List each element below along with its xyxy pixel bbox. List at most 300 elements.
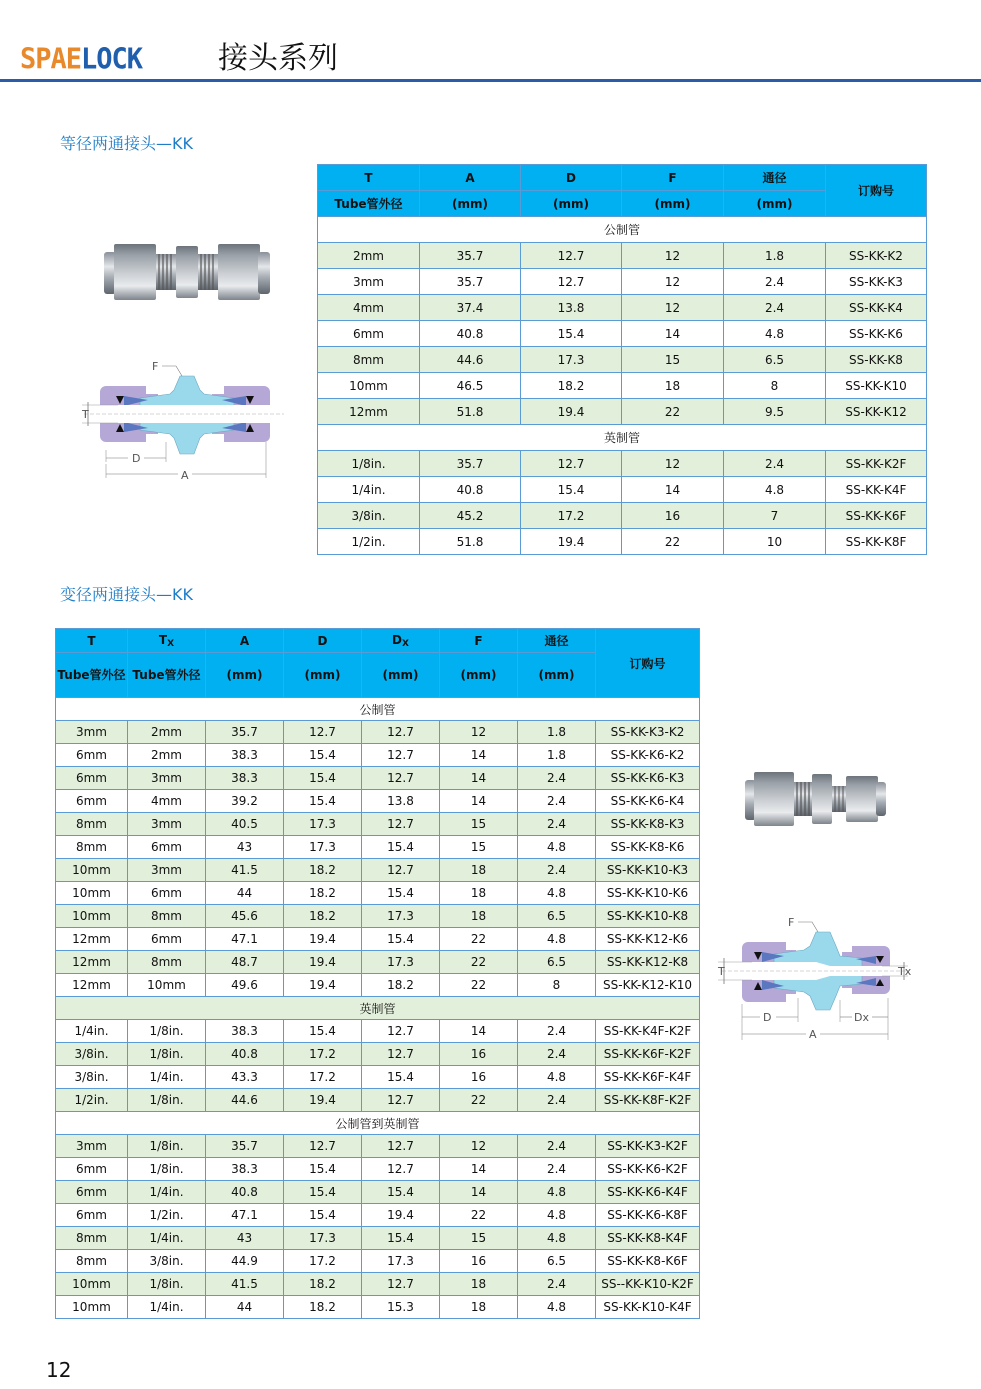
cell-bore: 2.4 — [518, 1273, 596, 1296]
cell-bore: 2.4 — [518, 1135, 596, 1158]
cell-f: 14 — [440, 744, 518, 767]
cell-d: 17.2 — [284, 1066, 362, 1089]
table-row — [56, 1204, 700, 1227]
cell-dx: 12.7 — [362, 1043, 440, 1066]
table-row — [56, 744, 700, 767]
cell-bore: 2.4 — [518, 1089, 596, 1112]
cell-bore: 2.4 — [724, 269, 826, 295]
cell-tube-od-x: 10mm — [128, 974, 206, 997]
header-tube-od-x: Tube管外径 — [128, 653, 206, 698]
header-T — [56, 629, 128, 653]
cell-bore: 10 — [724, 529, 826, 555]
cell-bore: 6.5 — [518, 905, 596, 928]
section2-title: 变径两通接头—KK — [60, 585, 193, 604]
cell-order-no: SS-KK-K6-K8F — [596, 1204, 700, 1227]
reducing-union-spec-table — [55, 628, 700, 1319]
cell-d: 12.7 — [521, 243, 622, 269]
cell-bore: 4.8 — [724, 321, 826, 347]
group-header-row — [56, 698, 700, 721]
cell-f: 14 — [622, 477, 724, 503]
cell-order-no: SS-KK-K10-K6 — [596, 882, 700, 905]
cell-a: 49.6 — [206, 974, 284, 997]
cell-bore: 2.4 — [518, 859, 596, 882]
header-symbol: 通径 — [544, 634, 569, 648]
header-unit: (mm) — [622, 191, 724, 217]
cell-bore: 1.8 — [724, 243, 826, 269]
cell-f: 14 — [440, 767, 518, 790]
cell-bore: 2.4 — [518, 767, 596, 790]
header-D: D — [521, 165, 622, 191]
diagram-label-Tx: Tx — [898, 965, 912, 978]
cell-a: 45.6 — [206, 905, 284, 928]
cell-f: 22 — [622, 399, 724, 425]
cell-tube-od-x: 6mm — [128, 882, 206, 905]
cell-tube-od: 3mm — [56, 1135, 128, 1158]
cell-bore: 4.8 — [518, 1296, 596, 1319]
cell-a: 40.8 — [206, 1043, 284, 1066]
cell-order-no: SS-KK-K6-K3 — [596, 767, 700, 790]
reducing-union-diagram — [712, 910, 918, 1044]
cell-order-no: SS-KK-K6 — [826, 321, 927, 347]
header-order-no: 订购号 — [826, 165, 927, 217]
cell-f: 12 — [622, 295, 724, 321]
cell-a: 44.6 — [206, 1089, 284, 1112]
cell-d: 19.4 — [521, 399, 622, 425]
cell-tube-od-x: 1/4in. — [128, 1296, 206, 1319]
cell-d: 12.7 — [521, 451, 622, 477]
cell-order-no: SS-KK-K8 — [826, 347, 927, 373]
cell-a: 38.3 — [206, 1158, 284, 1181]
cell-f: 22 — [440, 928, 518, 951]
cell-bore: 2.4 — [518, 1043, 596, 1066]
cell-bore: 8 — [518, 974, 596, 997]
header-bore: 通径 — [724, 165, 826, 191]
cell-d: 15.4 — [284, 1158, 362, 1181]
table-row — [56, 882, 700, 905]
cell-dx: 12.7 — [362, 1158, 440, 1181]
cell-d: 17.3 — [284, 1227, 362, 1250]
cell-tube-od: 8mm — [56, 836, 128, 859]
cell-order-no: SS-KK-K3 — [826, 269, 927, 295]
logo-text-orange: SPAE — [20, 43, 82, 76]
cell-dx: 17.3 — [362, 905, 440, 928]
cell-tube-od-x: 1/8in. — [128, 1020, 206, 1043]
cell-tube-od-x: 1/8in. — [128, 1043, 206, 1066]
cell-bore: 4.8 — [518, 1204, 596, 1227]
cell-f: 16 — [440, 1043, 518, 1066]
cell-d: 18.2 — [284, 882, 362, 905]
cell-bore: 4.8 — [724, 477, 826, 503]
diagram-label-F: F — [152, 360, 159, 373]
cell-dx: 15.3 — [362, 1296, 440, 1319]
cell-bore: 4.8 — [518, 836, 596, 859]
cell-bore: 7 — [724, 503, 826, 529]
table-row — [56, 1181, 700, 1204]
header-subscript: X — [167, 638, 175, 649]
cell-dx: 12.7 — [362, 767, 440, 790]
cell-tube-od: 10mm — [318, 373, 420, 399]
group-header-row — [56, 997, 700, 1020]
cell-order-no: SS-KK-K12 — [826, 399, 927, 425]
page-number: 12 — [46, 1358, 72, 1382]
cell-d: 18.2 — [284, 859, 362, 882]
cell-f: 18 — [440, 1273, 518, 1296]
cell-f: 14 — [440, 1020, 518, 1043]
cell-order-no: SS-KK-K3-K2F — [596, 1135, 700, 1158]
cell-order-no: SS--KK-K10-K2F — [596, 1273, 700, 1296]
cell-a: 51.8 — [420, 399, 521, 425]
cell-tube-od: 10mm — [56, 905, 128, 928]
cell-f: 18 — [622, 373, 724, 399]
cell-order-no: SS-KK-K4F — [826, 477, 927, 503]
cell-tube-od: 3/8in. — [56, 1043, 128, 1066]
cell-order-no: SS-KK-K12-K6 — [596, 928, 700, 951]
cell-tube-od: 10mm — [56, 859, 128, 882]
cell-bore: 2.4 — [518, 1020, 596, 1043]
cell-tube-od: 10mm — [56, 1273, 128, 1296]
cell-order-no: SS-KK-K10 — [826, 373, 927, 399]
cell-a: 41.5 — [206, 1273, 284, 1296]
cell-tube-od: 1/8in. — [318, 451, 420, 477]
cell-f: 14 — [440, 790, 518, 813]
cell-bore: 1.8 — [518, 721, 596, 744]
cell-order-no: SS-KK-K8-K6F — [596, 1250, 700, 1273]
cell-f: 18 — [440, 905, 518, 928]
cell-d: 15.4 — [521, 321, 622, 347]
diagram-label-D: D — [132, 452, 141, 465]
cell-dx: 12.7 — [362, 1089, 440, 1112]
cell-bore: 2.4 — [518, 790, 596, 813]
table-row — [318, 529, 927, 555]
cell-a: 44.9 — [206, 1250, 284, 1273]
group-label: 公制管 — [318, 217, 927, 243]
cell-f: 22 — [622, 529, 724, 555]
cell-a: 35.7 — [420, 451, 521, 477]
cell-d: 19.4 — [284, 1089, 362, 1112]
cell-tube-od-x: 2mm — [128, 721, 206, 744]
cell-a: 51.8 — [420, 529, 521, 555]
cell-d: 19.4 — [284, 951, 362, 974]
cell-tube-od-x: 8mm — [128, 905, 206, 928]
cell-bore: 4.8 — [518, 1227, 596, 1250]
cell-tube-od: 12mm — [56, 951, 128, 974]
cell-f: 12 — [622, 451, 724, 477]
cell-tube-od: 6mm — [56, 1204, 128, 1227]
cell-dx: 18.2 — [362, 974, 440, 997]
table-row — [318, 451, 927, 477]
cell-f: 16 — [622, 503, 724, 529]
group-header-row — [318, 217, 927, 243]
cell-a: 44 — [206, 1296, 284, 1319]
table-row — [318, 477, 927, 503]
cell-tube-od-x: 3mm — [128, 859, 206, 882]
cell-a: 38.3 — [206, 744, 284, 767]
header-F — [440, 629, 518, 653]
cell-dx: 15.4 — [362, 1181, 440, 1204]
table-row — [318, 347, 927, 373]
cell-d: 19.4 — [284, 974, 362, 997]
section1-title: 等径两通接头—KK — [60, 134, 193, 153]
cell-dx: 15.4 — [362, 1066, 440, 1089]
cell-tube-od-x: 3mm — [128, 813, 206, 836]
cell-a: 35.7 — [206, 1135, 284, 1158]
cell-f: 14 — [440, 1158, 518, 1181]
cell-tube-od-x: 1/8in. — [128, 1135, 206, 1158]
table-row — [56, 836, 700, 859]
cell-f: 22 — [440, 951, 518, 974]
cell-d: 15.4 — [284, 767, 362, 790]
cell-f: 15 — [440, 1227, 518, 1250]
cell-dx: 15.4 — [362, 836, 440, 859]
cell-f: 16 — [440, 1066, 518, 1089]
cell-tube-od-x: 1/4in. — [128, 1227, 206, 1250]
table-row — [56, 1158, 700, 1181]
cell-tube-od-x: 1/4in. — [128, 1066, 206, 1089]
page-title: 接头系列 — [218, 41, 338, 76]
cell-f: 18 — [440, 859, 518, 882]
cell-f: 22 — [440, 1089, 518, 1112]
cell-tube-od: 8mm — [56, 813, 128, 836]
table-row — [56, 767, 700, 790]
cell-dx: 13.8 — [362, 790, 440, 813]
diagram-label-F: F — [788, 916, 795, 929]
brand-logo — [20, 43, 142, 77]
cell-d: 17.3 — [284, 836, 362, 859]
cell-a: 46.5 — [420, 373, 521, 399]
header-D — [284, 629, 362, 653]
cell-a: 47.1 — [206, 1204, 284, 1227]
cell-tube-od: 2mm — [318, 243, 420, 269]
cell-a: 48.7 — [206, 951, 284, 974]
cell-tube-od: 8mm — [56, 1250, 128, 1273]
cell-d: 18.2 — [521, 373, 622, 399]
cell-tube-od-x: 1/8in. — [128, 1089, 206, 1112]
cell-d: 17.3 — [521, 347, 622, 373]
cell-tube-od: 3/8in. — [318, 503, 420, 529]
cell-f: 12 — [440, 721, 518, 744]
cell-tube-od-x: 1/8in. — [128, 1158, 206, 1181]
cell-a: 40.8 — [206, 1181, 284, 1204]
cell-d: 19.4 — [284, 928, 362, 951]
table-row — [56, 1135, 700, 1158]
cell-a: 39.2 — [206, 790, 284, 813]
table-row — [56, 905, 700, 928]
table-row — [56, 1020, 700, 1043]
header-A: A — [420, 165, 521, 191]
group-label: 公制管到英制管 — [56, 1112, 700, 1135]
cell-d: 17.3 — [284, 813, 362, 836]
cell-order-no: SS-KK-K6-K4 — [596, 790, 700, 813]
table-row — [318, 321, 927, 347]
cell-bore: 1.8 — [518, 744, 596, 767]
header-symbol: D — [317, 633, 328, 648]
cell-tube-od: 3/8in. — [56, 1066, 128, 1089]
table-row — [56, 1089, 700, 1112]
cell-f: 15 — [440, 813, 518, 836]
group-label: 公制管 — [56, 698, 700, 721]
table-row — [56, 1043, 700, 1066]
cell-tube-od: 12mm — [56, 928, 128, 951]
table-row — [318, 243, 927, 269]
cell-order-no: SS-KK-K8F-K2F — [596, 1089, 700, 1112]
cell-d: 18.2 — [284, 905, 362, 928]
cell-d: 17.2 — [521, 503, 622, 529]
cell-order-no: SS-KK-K12-K10 — [596, 974, 700, 997]
diagram-label-A: A — [809, 1028, 817, 1041]
group-header-row — [318, 425, 927, 451]
cell-a: 47.1 — [206, 928, 284, 951]
group-label: 英制管 — [318, 425, 927, 451]
cell-tube-od-x: 3/8in. — [128, 1250, 206, 1273]
cell-order-no: SS-KK-K12-K8 — [596, 951, 700, 974]
cell-a: 40.8 — [420, 321, 521, 347]
cell-dx: 17.3 — [362, 951, 440, 974]
table-row — [56, 859, 700, 882]
cell-a: 44 — [206, 882, 284, 905]
cell-bore: 9.5 — [724, 399, 826, 425]
cell-f: 14 — [440, 1181, 518, 1204]
header-bore — [518, 629, 596, 653]
cell-tube-od: 8mm — [56, 1227, 128, 1250]
cell-order-no: SS-KK-K10-K4F — [596, 1296, 700, 1319]
cell-bore: 6.5 — [518, 1250, 596, 1273]
header-Dx — [362, 629, 440, 653]
header-unit: (mm) — [724, 191, 826, 217]
cell-d: 15.4 — [284, 1181, 362, 1204]
cell-d: 12.7 — [521, 269, 622, 295]
header-T: T — [318, 165, 420, 191]
cell-order-no: SS-KK-K4F-K2F — [596, 1020, 700, 1043]
header-tube-od: Tube管外径 — [56, 653, 128, 698]
cell-tube-od-x: 6mm — [128, 836, 206, 859]
cell-d: 15.4 — [284, 744, 362, 767]
header-symbol: T — [158, 632, 168, 647]
cell-order-no: SS-KK-K10-K3 — [596, 859, 700, 882]
cell-tube-od-x: 1/8in. — [128, 1273, 206, 1296]
cell-f: 12 — [622, 269, 724, 295]
table-row — [56, 813, 700, 836]
cell-tube-od: 10mm — [56, 1296, 128, 1319]
cell-f: 14 — [622, 321, 724, 347]
cell-f: 12 — [622, 243, 724, 269]
reducing-union-photo — [742, 768, 888, 830]
cell-order-no: SS-KK-K4 — [826, 295, 927, 321]
cell-f: 22 — [440, 974, 518, 997]
header-F: F — [622, 165, 724, 191]
cell-tube-od-x: 1/4in. — [128, 1181, 206, 1204]
cell-a: 43.3 — [206, 1066, 284, 1089]
cell-f: 22 — [440, 1204, 518, 1227]
cell-d: 15.4 — [284, 790, 362, 813]
cell-dx: 15.4 — [362, 882, 440, 905]
header-tube-od: Tube管外径 — [318, 191, 420, 217]
cell-tube-od: 3mm — [318, 269, 420, 295]
header-unit: (mm) — [440, 653, 518, 698]
cell-bore: 2.4 — [724, 451, 826, 477]
cell-tube-od: 6mm — [56, 1158, 128, 1181]
table-row — [56, 951, 700, 974]
logo-text-blue: LOCK — [81, 43, 143, 76]
diagram-label-T: T — [718, 965, 725, 978]
cell-f: 15 — [622, 347, 724, 373]
cell-bore: 4.8 — [518, 928, 596, 951]
cell-bore: 2.4 — [518, 1158, 596, 1181]
cell-f: 18 — [440, 882, 518, 905]
cell-order-no: SS-KK-K6-K2F — [596, 1158, 700, 1181]
cell-d: 19.4 — [521, 529, 622, 555]
cell-order-no: SS-KK-K3-K2 — [596, 721, 700, 744]
table-row — [56, 974, 700, 997]
header-unit: (mm) — [521, 191, 622, 217]
cell-d: 13.8 — [521, 295, 622, 321]
cell-a: 35.7 — [206, 721, 284, 744]
table-row — [56, 1227, 700, 1250]
table-row — [318, 373, 927, 399]
cell-bore: 8 — [724, 373, 826, 399]
cell-tube-od-x: 8mm — [128, 951, 206, 974]
cell-tube-od: 6mm — [56, 1181, 128, 1204]
cell-a: 37.4 — [420, 295, 521, 321]
header-symbol: T — [87, 633, 96, 648]
table-row — [56, 1296, 700, 1319]
cell-order-no: SS-KK-K8-K4F — [596, 1227, 700, 1250]
cell-bore: 4.8 — [518, 1181, 596, 1204]
cell-order-no: SS-KK-K10-K8 — [596, 905, 700, 928]
cell-dx: 12.7 — [362, 744, 440, 767]
cell-bore: 6.5 — [724, 347, 826, 373]
cell-tube-od-x: 2mm — [128, 744, 206, 767]
cell-dx: 12.7 — [362, 1020, 440, 1043]
cell-dx: 12.7 — [362, 1273, 440, 1296]
cell-order-no: SS-KK-K6F-K2F — [596, 1043, 700, 1066]
header-A — [206, 629, 284, 653]
straight-union-diagram — [78, 358, 290, 484]
cell-f: 15 — [440, 836, 518, 859]
table-row — [318, 503, 927, 529]
cell-order-no: SS-KK-K6F — [826, 503, 927, 529]
cell-tube-od: 12mm — [56, 974, 128, 997]
cell-order-no: SS-KK-K6-K2 — [596, 744, 700, 767]
cell-order-no: SS-KK-K6-K4F — [596, 1181, 700, 1204]
cell-bore: 2.4 — [518, 813, 596, 836]
cell-order-no: SS-KK-K2 — [826, 243, 927, 269]
cell-tube-od: 8mm — [318, 347, 420, 373]
cell-dx: 12.7 — [362, 859, 440, 882]
cell-dx: 12.7 — [362, 721, 440, 744]
diagram-label-D: D — [763, 1011, 772, 1024]
cell-order-no: SS-KK-K8F — [826, 529, 927, 555]
cell-a: 44.6 — [420, 347, 521, 373]
cell-d: 17.2 — [284, 1250, 362, 1273]
table-row — [56, 1273, 700, 1296]
cell-tube-od: 4mm — [318, 295, 420, 321]
cell-d: 12.7 — [284, 1135, 362, 1158]
cell-order-no: SS-KK-K6F-K4F — [596, 1066, 700, 1089]
table-row — [56, 790, 700, 813]
cell-a: 45.2 — [420, 503, 521, 529]
cell-a: 43 — [206, 1227, 284, 1250]
cell-tube-od-x: 1/2in. — [128, 1204, 206, 1227]
diagram-label-Dx: Dx — [854, 1011, 869, 1024]
cell-d: 17.2 — [284, 1043, 362, 1066]
table-row — [56, 1250, 700, 1273]
cell-a: 38.3 — [206, 767, 284, 790]
cell-tube-od: 1/2in. — [56, 1089, 128, 1112]
table-row — [56, 721, 700, 744]
diagram-label-T: T — [82, 408, 89, 421]
cell-bore: 2.4 — [724, 295, 826, 321]
cell-d: 12.7 — [284, 721, 362, 744]
